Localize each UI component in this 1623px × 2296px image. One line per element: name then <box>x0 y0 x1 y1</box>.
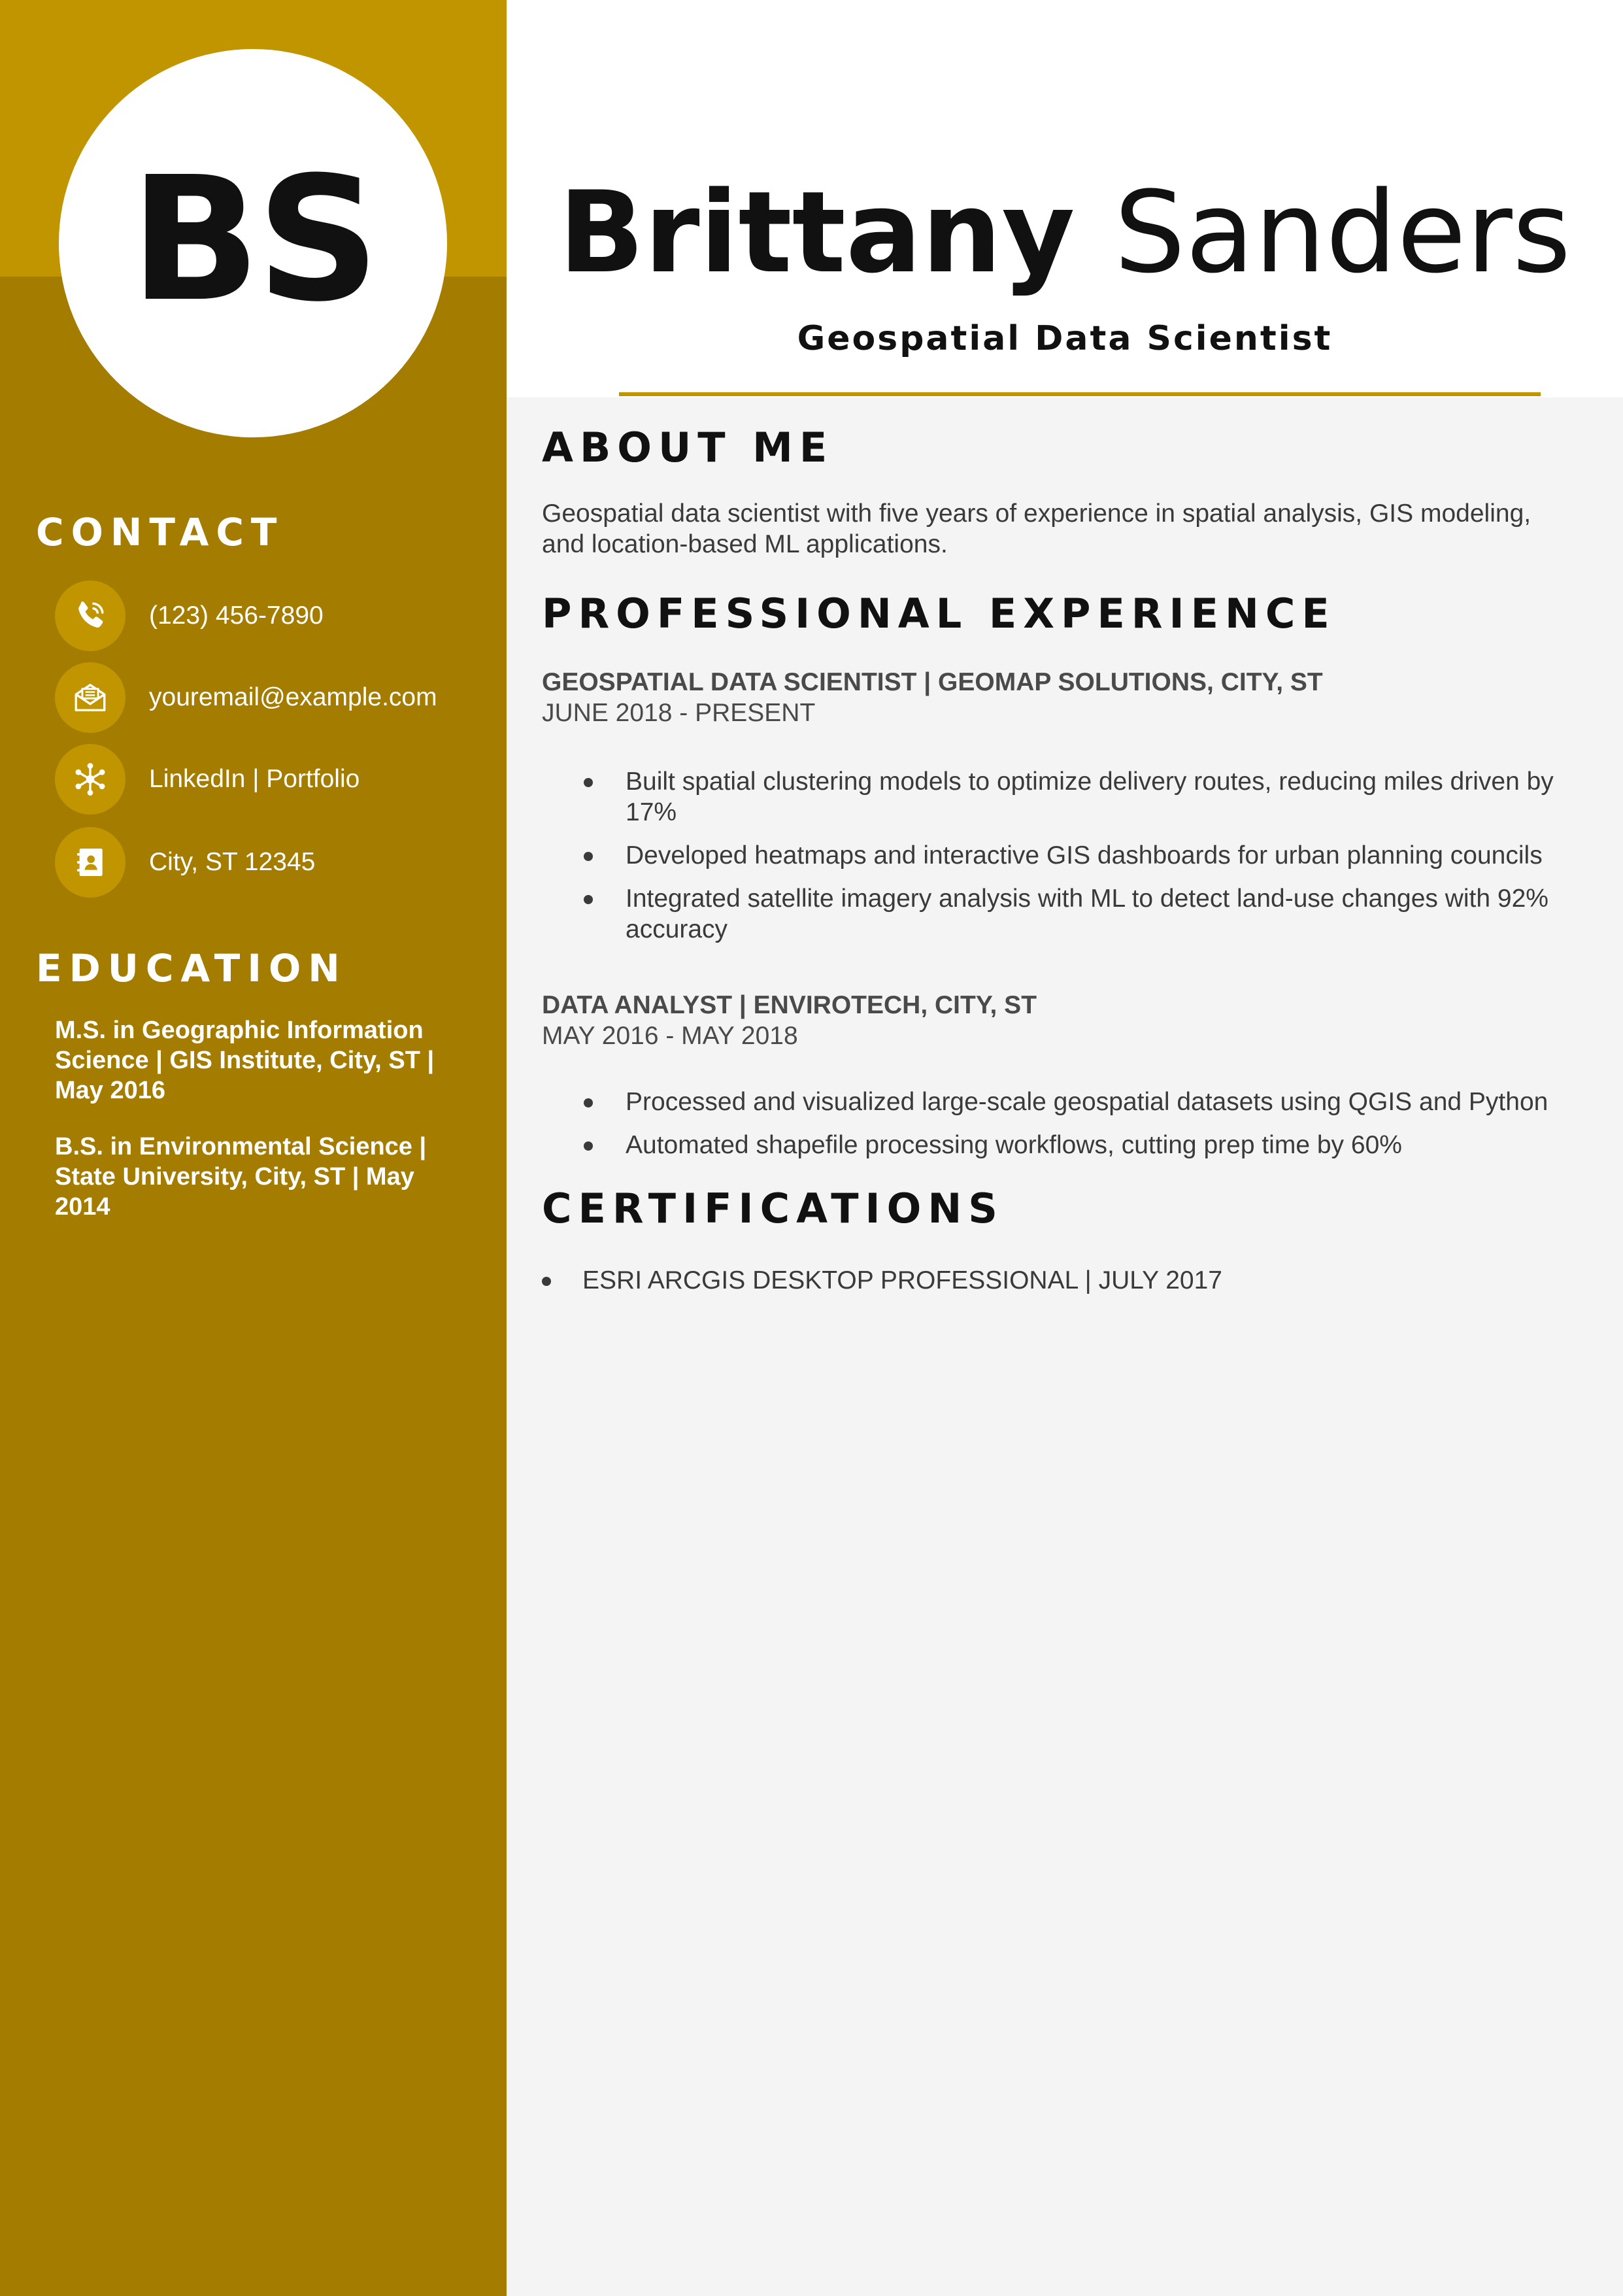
phone-text: (123) 456-7890 <box>149 601 324 630</box>
job-title-company: DATA ANALYST | ENVIROTECH, CITY, ST <box>542 991 1037 1019</box>
list-item: Built spatial clustering models to optimize delivery routes, reducing miles driven by 17% <box>584 766 1564 828</box>
education-item: M.S. in Geographic Information Science | GIS Institute, City, ST | May 2016 <box>55 1017 435 1104</box>
list-item: ESRI ARCGIS DESKTOP PROFESSIONAL | JULY 2017 <box>542 1265 1562 1296</box>
list-item: Developed heatmaps and interactive GIS dashboards for urban planning councils <box>584 840 1564 871</box>
job-dates: MAY 2016 - MAY 2018 <box>542 1022 798 1050</box>
job-dates: JUNE 2018 - PRESENT <box>542 699 816 727</box>
contact-address <box>55 827 315 898</box>
full-name <box>507 167 1623 298</box>
list-item: Integrated satellite imagery analysis with ML to detect land-use changes with 92% accuracy <box>584 883 1564 945</box>
last-name: Sanders <box>1114 167 1571 298</box>
header-divider <box>619 392 1541 396</box>
phone-icon <box>55 581 125 651</box>
contact-links <box>55 744 360 815</box>
list-item: Automated shapefile processing workflows, cutting prep time by 60% <box>584 1130 1564 1160</box>
address-text: City, ST 12345 <box>149 848 316 876</box>
education-heading: EDUCATION <box>36 946 347 990</box>
education-item: B.S. in Environmental Science | State University, City, ST | May 2014 <box>55 1133 427 1221</box>
monogram: BS <box>129 140 376 339</box>
job-bullets <box>584 766 1564 957</box>
network-icon <box>55 744 125 815</box>
job-title: Geospatial Data Scientist <box>797 319 1333 358</box>
header <box>507 0 1623 397</box>
certifications-list <box>542 1265 1562 1296</box>
certifications-heading: CERTIFICATIONS <box>542 1185 1004 1232</box>
email-icon <box>55 662 125 733</box>
links-text[interactable]: LinkedIn | Portfolio <box>149 765 360 793</box>
experience-heading: PROFESSIONAL EXPERIENCE <box>542 590 1336 637</box>
job-title-company: GEOSPATIAL DATA SCIENTIST | GEOMAP SOLUTIONS, CITY, ST <box>542 668 1323 696</box>
contact-heading: CONTACT <box>36 510 284 554</box>
monogram-circle <box>59 49 447 437</box>
contact-phone <box>55 581 324 651</box>
list-item: Processed and visualized large-scale geospatial datasets using QGIS and Python <box>584 1087 1564 1117</box>
job-bullets <box>584 1087 1564 1173</box>
contact-email <box>55 662 437 733</box>
first-name: Brittany <box>558 167 1075 298</box>
about-heading: ABOUT ME <box>542 424 834 471</box>
about-text: Geospatial data scientist with five years of experience in spatial analysis, GIS modeling, and location-based ML applications. <box>542 499 1531 558</box>
email-text[interactable]: youremail@example.com <box>149 683 437 711</box>
address-icon <box>55 827 125 898</box>
